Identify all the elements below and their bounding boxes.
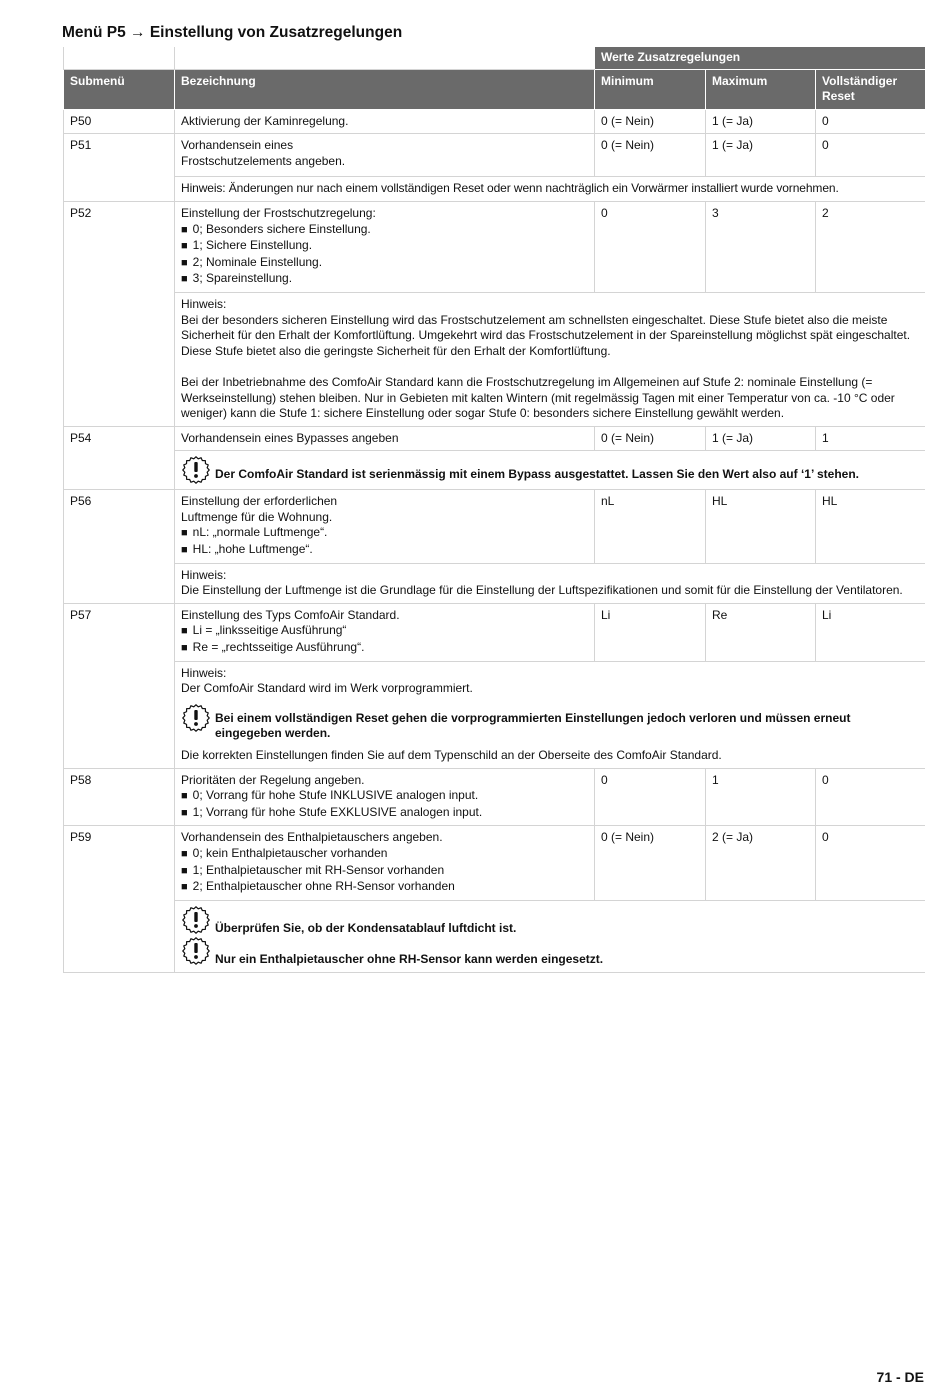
header-submenu: Submenü bbox=[64, 69, 175, 109]
note-text: Bei der besonders sicheren Einstellung wird das Frostschutzelement am schnellsten eingeschaltet. Diese Stufe bietet also die meiste Sicherheit für den Erhalt der Komfortlüftung. Umgekehrt wird das Frostschutzelement in der Spareinstellung möglichst spät eingeschaltet. Diese Stufe bietet also die geringste Sicherheit für den Erhalt der Komfortlüftung. bbox=[181, 312, 911, 358]
min-value: 0 (= Nein) bbox=[595, 109, 706, 134]
max-value: 1 (= Ja) bbox=[706, 109, 816, 134]
row-description bbox=[175, 603, 595, 661]
reset-value: 0 bbox=[816, 826, 925, 900]
row-description bbox=[175, 490, 595, 563]
warning-text: Überprüfen Sie, ob der Kondensatablauf luftdicht ist. bbox=[215, 920, 517, 935]
table-row bbox=[64, 603, 925, 661]
row-description: Aktivierung der Kaminregelung. bbox=[175, 109, 595, 134]
description-text: Vorhandensein des Enthalpietauschers angeben. bbox=[181, 830, 443, 845]
header-designation: Bezeichnung bbox=[175, 69, 595, 109]
min-value: nL bbox=[595, 490, 706, 563]
reset-value: HL bbox=[816, 490, 925, 563]
note-cell bbox=[175, 292, 925, 426]
option-item: ■ 0; Vorrang für hohe Stufe INKLUSIVE analogen input. bbox=[181, 788, 588, 805]
warning-notice bbox=[181, 938, 919, 968]
row-description: Vorhandensein eines Bypasses angeben bbox=[175, 426, 595, 451]
max-value: Re bbox=[706, 603, 816, 661]
warning-notice bbox=[181, 705, 919, 742]
option-item: ■ HL: „hohe Luftmenge“. bbox=[181, 542, 394, 559]
description-text: Prioritäten der Regelung angeben. bbox=[181, 772, 365, 787]
min-value: 0 (= Nein) bbox=[595, 826, 706, 900]
note-cell bbox=[175, 563, 925, 603]
max-value: HL bbox=[706, 490, 816, 563]
table-row bbox=[64, 426, 925, 451]
option-item: ■ Li = „linksseitige Ausführung“ bbox=[181, 623, 588, 640]
option-item: ■ 1; Enthalpietauscher mit RH-Sensor vorhanden bbox=[181, 863, 588, 880]
note-text: Bei der Inbetriebnahme des ComfoAir Standard kann die Frostschutzregelung im Allgemeinen auf Stufe 2: nominale Einstellung (= Werkseinstellung) stehen bleiben. Nur in Gebieten mit kalten Wintern (mit regelmässig Tagen mit einer Temperatur von ca. -10 °C oder weniger) kann die Stufe 1: sichere Einstellung oder sogar Stufe 0: besonders sichere Einstellung gewählt werden. bbox=[181, 374, 895, 421]
table-row bbox=[64, 490, 925, 563]
settings-table bbox=[63, 47, 925, 973]
page-title: Menü P5 → Einstellung von Zusatzregelungen bbox=[62, 24, 403, 41]
warning-text: Der ComfoAir Standard ist serienmässig mit einem Bypass ausgestattet. Lassen Sie den Wert also auf ‘1’ stehen. bbox=[215, 467, 859, 482]
description-text: Einstellung des Typs ComfoAir Standard. bbox=[181, 607, 400, 622]
option-item: ■ Re = „rechtsseitige Ausführung“. bbox=[181, 640, 588, 657]
reset-value: 2 bbox=[816, 201, 925, 292]
description-text: Einstellung der erforderlichen Luftmenge für die Wohnung. bbox=[181, 494, 338, 524]
min-value: 0 bbox=[595, 201, 706, 292]
values-group-header: Werte Zusatzregelungen bbox=[595, 47, 925, 69]
option-item: ■ nL: „normale Luftmenge“. bbox=[181, 525, 394, 542]
reset-value: Li bbox=[816, 603, 925, 661]
table-row bbox=[64, 134, 925, 177]
table-row-note bbox=[64, 292, 925, 426]
submenu-code: P54 bbox=[64, 426, 175, 490]
note-text: Die korrekten Einstellungen finden Sie auf dem Typenschild an der Oberseite des ComfoAir Standard. bbox=[181, 748, 722, 762]
warning-notice bbox=[181, 457, 919, 485]
min-value: Li bbox=[595, 603, 706, 661]
table-row-note bbox=[64, 563, 925, 603]
warning-text: Nur ein Enthalpietauscher ohne RH-Sensor kann werden eingesetzt. bbox=[215, 952, 604, 967]
page-number: 71 - DE bbox=[876, 1369, 924, 1385]
note-text: Der ComfoAir Standard wird im Werk vorprogrammiert. bbox=[181, 681, 473, 696]
submenu-code: P56 bbox=[64, 490, 175, 604]
submenu-code: P58 bbox=[64, 768, 175, 826]
table-row bbox=[64, 768, 925, 826]
option-item: ■ 3; Spareinstellung. bbox=[181, 271, 588, 288]
warning-icon bbox=[181, 936, 211, 966]
warning-text: Bei einem vollständigen Reset gehen die vorprogrammierten Einstellungen jedoch verloren und müssen erneut eingegeben werden. bbox=[215, 710, 851, 741]
note-cell bbox=[175, 661, 925, 768]
note-title: Hinweis: bbox=[181, 665, 227, 680]
note-cell bbox=[175, 900, 925, 972]
min-value: 0 (= Nein) bbox=[595, 134, 706, 177]
warning-icon bbox=[181, 703, 211, 733]
table-row bbox=[64, 826, 925, 900]
header-minimum: Minimum bbox=[595, 69, 706, 109]
table-row-note bbox=[64, 661, 925, 768]
row-description bbox=[175, 826, 595, 900]
note-title: Hinweis: bbox=[181, 567, 227, 582]
submenu-code: P51 bbox=[64, 134, 175, 202]
table-row-note bbox=[64, 900, 925, 972]
min-value: 0 (= Nein) bbox=[595, 426, 706, 451]
option-item: ■ 2; Nominale Einstellung. bbox=[181, 255, 588, 272]
max-value: 2 (= Ja) bbox=[706, 826, 816, 900]
option-item: ■ 0; Besonders sichere Einstellung. bbox=[181, 222, 588, 239]
min-value: 0 bbox=[595, 768, 706, 826]
max-value: 1 bbox=[706, 768, 816, 826]
row-description bbox=[175, 768, 595, 826]
warning-icon bbox=[181, 905, 211, 935]
option-item: ■ 1; Sichere Einstellung. bbox=[181, 238, 588, 255]
table-row bbox=[64, 109, 925, 134]
description-text: Einstellung der Frostschutzregelung: bbox=[181, 205, 376, 220]
warning-icon bbox=[181, 455, 211, 485]
reset-value: 0 bbox=[816, 768, 925, 826]
warning-notice bbox=[181, 907, 919, 937]
reset-value: 1 bbox=[816, 426, 925, 451]
option-item: ■ 2; Enthalpietauscher ohne RH-Sensor vorhanden bbox=[181, 879, 588, 896]
submenu-code: P50 bbox=[64, 109, 175, 134]
header-reset: Vollständiger Reset bbox=[816, 69, 925, 109]
note-text: Hinweis: Änderungen nur nach einem vollständigen Reset oder wenn nachträglich ein Vorwärmer installiert wurde vornehmen. bbox=[175, 177, 925, 202]
table-row-note bbox=[64, 451, 925, 490]
header-maximum: Maximum bbox=[706, 69, 816, 109]
option-item: ■ 1; Vorrang für hohe Stufe EXKLUSIVE analogen input. bbox=[181, 805, 588, 822]
row-description: Vorhandensein eines Frostschutzelements angeben. bbox=[175, 134, 595, 177]
reset-value: 0 bbox=[816, 134, 925, 177]
note-cell bbox=[175, 451, 925, 490]
table-row-note bbox=[64, 177, 925, 202]
max-value: 1 (= Ja) bbox=[706, 426, 816, 451]
submenu-code: P57 bbox=[64, 603, 175, 768]
note-text: Die Einstellung der Luftmenge ist die Grundlage für die Einstellung der Luftspezifikationen und somit für die Einstellung der Ventilatoren. bbox=[181, 583, 903, 598]
submenu-code: P52 bbox=[64, 201, 175, 426]
table-row bbox=[64, 201, 925, 292]
reset-value: 0 bbox=[816, 109, 925, 134]
note-title: Hinweis: bbox=[181, 296, 227, 311]
option-item: ■ 0; kein Enthalpietauscher vorhanden bbox=[181, 846, 588, 863]
row-description bbox=[175, 201, 595, 292]
max-value: 3 bbox=[706, 201, 816, 292]
submenu-code: P59 bbox=[64, 826, 175, 973]
max-value: 1 (= Ja) bbox=[706, 134, 816, 177]
